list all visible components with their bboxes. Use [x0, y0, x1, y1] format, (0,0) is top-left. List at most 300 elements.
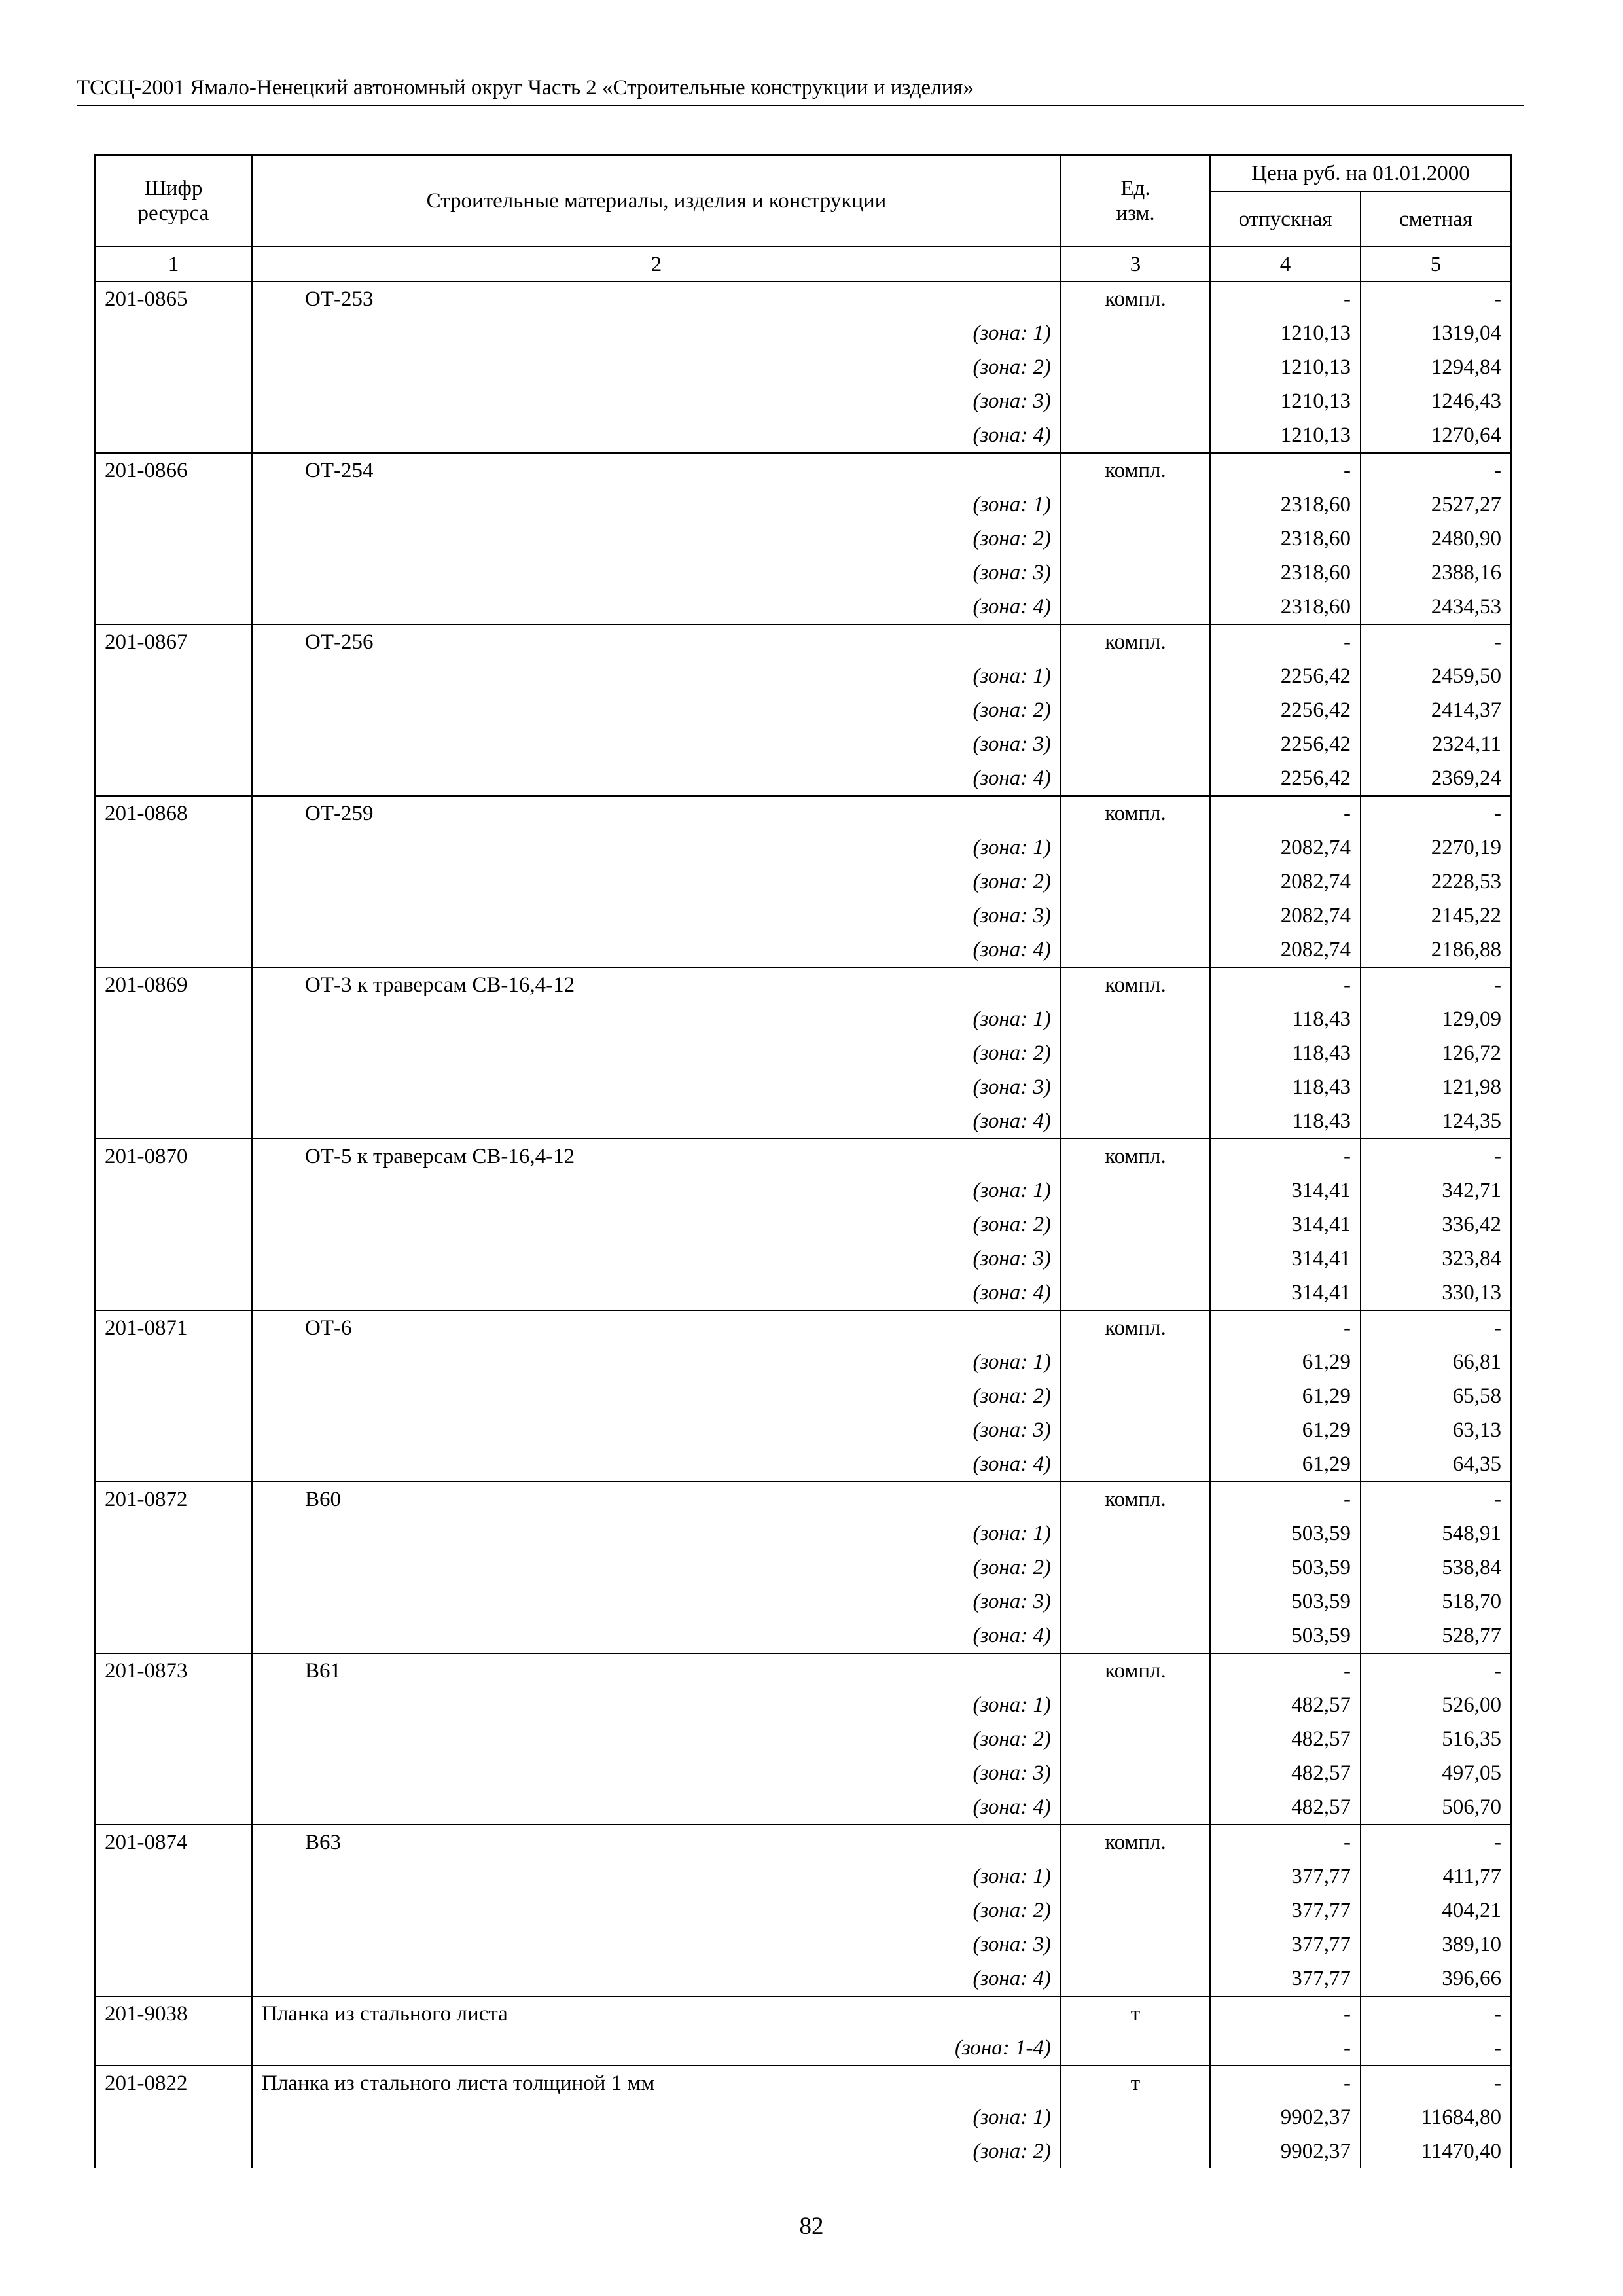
zone-label: (зона: 2) [252, 1036, 1061, 1070]
release-price: 118,43 [1210, 1104, 1361, 1139]
release-price: 377,77 [1210, 1893, 1361, 1928]
zone-label: (зона: 3) [252, 1070, 1061, 1104]
unit-cell-empty [1061, 1722, 1210, 1756]
estimate-price: 336,42 [1361, 1208, 1511, 1242]
zone-label: (зона: 4) [252, 1619, 1061, 1653]
unit-cell-empty [1061, 1379, 1210, 1413]
column-number-5: 5 [1361, 247, 1511, 281]
release-price: 314,41 [1210, 1174, 1361, 1208]
header-name: Строительные материалы, изделия и конструкции [252, 155, 1061, 247]
zone-label: (зона: 2) [252, 350, 1061, 384]
zone-label: (зона: 2) [252, 1551, 1061, 1585]
zone-label: (зона: 4) [252, 1790, 1061, 1825]
release-price: 377,77 [1210, 1928, 1361, 1962]
unit-cell: компл. [1061, 967, 1210, 1002]
zone-row [95, 1585, 1511, 1619]
unit-cell-empty [1061, 1756, 1210, 1790]
estimate-price: - [1361, 967, 1511, 1002]
release-price: 2256,42 [1210, 727, 1361, 761]
unit-cell-empty [1061, 1859, 1210, 1893]
unit-cell-empty [1061, 1036, 1210, 1070]
estimate-price: 2270,19 [1361, 831, 1511, 865]
unit-cell-empty [1061, 316, 1210, 350]
estimate-price: 516,35 [1361, 1722, 1511, 1756]
unit-cell: компл. [1061, 1482, 1210, 1516]
resource-code: 201-0874 [95, 1825, 252, 1859]
resource-code-empty [95, 1208, 252, 1242]
zone-row [95, 522, 1511, 556]
zone-label: (зона: 1) [252, 1516, 1061, 1551]
material-name: ОТ-5 к траверсам СВ-16,4-12 [252, 1139, 1061, 1174]
unit-cell-empty [1061, 1893, 1210, 1928]
release-price: - [1210, 1653, 1361, 1688]
zone-label: (зона: 2) [252, 2134, 1061, 2168]
estimate-price: 1270,64 [1361, 418, 1511, 453]
resource-code-empty [95, 350, 252, 384]
material-name: В60 [252, 1482, 1061, 1516]
unit-cell-empty [1061, 1413, 1210, 1447]
estimate-price: - [1361, 2066, 1511, 2100]
zone-label: (зона: 1) [252, 316, 1061, 350]
estimate-price: - [1361, 1139, 1511, 1174]
release-price: 118,43 [1210, 1002, 1361, 1036]
zone-row [95, 590, 1511, 624]
estimate-price: 1246,43 [1361, 384, 1511, 418]
zone-row [95, 1345, 1511, 1379]
resource-code-empty [95, 693, 252, 727]
zone-label: (зона: 3) [252, 1242, 1061, 1276]
resource-code-empty [95, 831, 252, 865]
release-price: 377,77 [1210, 1859, 1361, 1893]
zone-label: (зона: 1) [252, 1345, 1061, 1379]
release-price: 61,29 [1210, 1379, 1361, 1413]
release-price: - [1210, 796, 1361, 831]
resource-code-empty [95, 1756, 252, 1790]
estimate-price: 330,13 [1361, 1276, 1511, 1310]
estimate-price: 396,66 [1361, 1962, 1511, 1996]
page-header: ТССЦ-2001 Ямало-Ненецкий автономный округ Часть 2 «Строительные конструкции и изделия» [77, 75, 1524, 106]
zone-row [95, 556, 1511, 590]
unit-cell-empty [1061, 1070, 1210, 1104]
unit-cell: компл. [1061, 453, 1210, 488]
resource-code-empty [95, 1516, 252, 1551]
table-row [95, 1482, 1511, 1516]
zone-row [95, 1756, 1511, 1790]
release-price: 503,59 [1210, 1516, 1361, 1551]
estimate-price: 1319,04 [1361, 316, 1511, 350]
release-price: 2082,74 [1210, 899, 1361, 933]
table-row [95, 453, 1511, 488]
unit-cell-empty [1061, 761, 1210, 796]
resource-code-empty [95, 316, 252, 350]
zone-row [95, 659, 1511, 693]
header-unit: Ед. изм. [1061, 155, 1210, 247]
zone-label: (зона: 4) [252, 1104, 1061, 1139]
header-estimate: сметная [1361, 192, 1511, 247]
unit-cell-empty [1061, 1585, 1210, 1619]
estimate-price: 323,84 [1361, 1242, 1511, 1276]
resource-code-empty [95, 384, 252, 418]
unit-cell: компл. [1061, 1653, 1210, 1688]
zone-label: (зона: 2) [252, 522, 1061, 556]
estimate-price: 2434,53 [1361, 590, 1511, 624]
release-price: 2082,74 [1210, 865, 1361, 899]
resource-code-empty [95, 865, 252, 899]
unit-cell: компл. [1061, 281, 1210, 316]
zone-row [95, 831, 1511, 865]
resource-code-empty [95, 1002, 252, 1036]
estimate-price: 124,35 [1361, 1104, 1511, 1139]
resource-code-empty [95, 1551, 252, 1585]
zone-row [95, 1002, 1511, 1036]
zone-label: (зона: 1-4) [252, 2031, 1061, 2066]
release-price: 2082,74 [1210, 933, 1361, 967]
estimate-price: 2145,22 [1361, 899, 1511, 933]
unit-cell-empty [1061, 2031, 1210, 2066]
zone-row [95, 727, 1511, 761]
zone-row [95, 1379, 1511, 1413]
estimate-price: - [1361, 281, 1511, 316]
estimate-price: 526,00 [1361, 1688, 1511, 1722]
estimate-price: 2459,50 [1361, 659, 1511, 693]
column-number-2: 2 [252, 247, 1061, 281]
resource-code: 201-0868 [95, 796, 252, 831]
column-number-1: 1 [95, 247, 252, 281]
resource-code-empty [95, 1859, 252, 1893]
table-header [95, 155, 1511, 281]
resource-code-empty [95, 1242, 252, 1276]
estimate-price: 506,70 [1361, 1790, 1511, 1825]
resource-code: 201-0822 [95, 2066, 252, 2100]
release-price: 118,43 [1210, 1070, 1361, 1104]
zone-row [95, 418, 1511, 453]
release-price: 482,57 [1210, 1790, 1361, 1825]
resource-code: 201-0870 [95, 1139, 252, 1174]
material-name: В61 [252, 1653, 1061, 1688]
release-price: 482,57 [1210, 1756, 1361, 1790]
estimate-price: 2527,27 [1361, 488, 1511, 522]
unit-cell-empty [1061, 727, 1210, 761]
estimate-price: 121,98 [1361, 1070, 1511, 1104]
material-name: В63 [252, 1825, 1061, 1859]
table-row [95, 1653, 1511, 1688]
resource-code-empty [95, 1070, 252, 1104]
resource-code-empty [95, 2134, 252, 2168]
zone-row [95, 1104, 1511, 1139]
estimate-price: 126,72 [1361, 1036, 1511, 1070]
header-release: отпускная [1210, 192, 1361, 247]
zone-row [95, 865, 1511, 899]
zone-label: (зона: 1) [252, 488, 1061, 522]
zone-row [95, 693, 1511, 727]
resource-code: 201-0865 [95, 281, 252, 316]
resource-code-empty [95, 1413, 252, 1447]
resource-code-empty [95, 933, 252, 967]
zone-label: (зона: 4) [252, 1447, 1061, 1482]
zone-label: (зона: 4) [252, 1962, 1061, 1996]
zone-label: (зона: 4) [252, 418, 1061, 453]
zone-label: (зона: 4) [252, 590, 1061, 624]
estimate-price: - [1361, 796, 1511, 831]
zone-label: (зона: 3) [252, 1413, 1061, 1447]
resource-code-empty [95, 1893, 252, 1928]
page-number: 82 [799, 2213, 824, 2240]
release-price: - [1210, 624, 1361, 659]
resource-code-empty [95, 488, 252, 522]
table-row [95, 2066, 1511, 2100]
estimate-price: 404,21 [1361, 1893, 1511, 1928]
estimate-price: - [1361, 1996, 1511, 2031]
resource-code-empty [95, 1447, 252, 1482]
unit-cell-empty [1061, 693, 1210, 727]
estimate-price: - [1361, 1825, 1511, 1859]
zone-label: (зона: 2) [252, 865, 1061, 899]
release-price: - [1210, 281, 1361, 316]
header-code: Шифр ресурса [95, 155, 252, 247]
estimate-price: 2324,11 [1361, 727, 1511, 761]
release-price: - [1210, 2031, 1361, 2066]
estimate-price: 11684,80 [1361, 2100, 1511, 2134]
unit-cell-empty [1061, 933, 1210, 967]
resource-code: 201-0871 [95, 1310, 252, 1345]
zone-row [95, 1962, 1511, 1996]
zone-label: (зона: 4) [252, 1276, 1061, 1310]
zone-row [95, 933, 1511, 967]
release-price: 2256,42 [1210, 761, 1361, 796]
estimate-price: 2186,88 [1361, 933, 1511, 967]
unit-cell-empty [1061, 1242, 1210, 1276]
zone-row [95, 488, 1511, 522]
table-row [95, 1996, 1511, 2031]
unit-cell-empty [1061, 1962, 1210, 1996]
material-name: ОТ-254 [252, 453, 1061, 488]
resource-code-empty [95, 1928, 252, 1962]
resource-code-empty [95, 1379, 252, 1413]
zone-label: (зона: 1) [252, 2100, 1061, 2134]
unit-cell-empty [1061, 1928, 1210, 1962]
table-row [95, 1139, 1511, 1174]
resource-code-empty [95, 659, 252, 693]
unit-cell-empty [1061, 590, 1210, 624]
material-name: Планка из стального листа [252, 1996, 1061, 2031]
zone-label: (зона: 2) [252, 1208, 1061, 1242]
release-price: 482,57 [1210, 1722, 1361, 1756]
table-row [95, 624, 1511, 659]
zone-row [95, 2100, 1511, 2134]
unit-cell-empty [1061, 384, 1210, 418]
unit-cell-empty [1061, 1104, 1210, 1139]
estimate-price: 129,09 [1361, 1002, 1511, 1036]
resource-code: 201-0869 [95, 967, 252, 1002]
unit-cell: т [1061, 1996, 1210, 2031]
estimate-price: - [1361, 1482, 1511, 1516]
resource-code-empty [95, 590, 252, 624]
unit-cell-empty [1061, 556, 1210, 590]
estimate-price: 389,10 [1361, 1928, 1511, 1962]
unit-cell-empty [1061, 1208, 1210, 1242]
resource-code-empty [95, 418, 252, 453]
material-name: ОТ-253 [252, 281, 1061, 316]
unit-cell-empty [1061, 522, 1210, 556]
zone-row [95, 1036, 1511, 1070]
estimate-price: 2480,90 [1361, 522, 1511, 556]
zone-label: (зона: 1) [252, 1859, 1061, 1893]
zone-row [95, 2134, 1511, 2168]
unit-cell: т [1061, 2066, 1210, 2100]
estimate-price: - [1361, 1310, 1511, 1345]
release-price: 61,29 [1210, 1413, 1361, 1447]
unit-cell-empty [1061, 2100, 1210, 2134]
zone-label: (зона: 2) [252, 1893, 1061, 1928]
release-price: 314,41 [1210, 1242, 1361, 1276]
estimate-price: 2388,16 [1361, 556, 1511, 590]
estimate-price: 2228,53 [1361, 865, 1511, 899]
resource-code-empty [95, 1345, 252, 1379]
zone-row [95, 1722, 1511, 1756]
zone-row [95, 1276, 1511, 1310]
unit-cell: компл. [1061, 1310, 1210, 1345]
unit-cell-empty [1061, 1551, 1210, 1585]
estimate-price: 411,77 [1361, 1859, 1511, 1893]
table-row [95, 1825, 1511, 1859]
resource-code: 201-9038 [95, 1996, 252, 2031]
zone-label: (зона: 2) [252, 1722, 1061, 1756]
estimate-price: 518,70 [1361, 1585, 1511, 1619]
zone-label: (зона: 4) [252, 933, 1061, 967]
zone-label: (зона: 4) [252, 761, 1061, 796]
zone-row [95, 1551, 1511, 1585]
resource-code-empty [95, 1962, 252, 1996]
zone-row [95, 1893, 1511, 1928]
zone-label: (зона: 3) [252, 727, 1061, 761]
zone-row [95, 1242, 1511, 1276]
zone-row [95, 1859, 1511, 1893]
resource-code-empty [95, 899, 252, 933]
resource-code-empty [95, 727, 252, 761]
table-body [95, 281, 1511, 2168]
zone-row [95, 1208, 1511, 1242]
release-price: 503,59 [1210, 1585, 1361, 1619]
zone-label: (зона: 3) [252, 384, 1061, 418]
resource-code-empty [95, 1688, 252, 1722]
material-name: ОТ-259 [252, 796, 1061, 831]
estimate-price: 11470,40 [1361, 2134, 1511, 2168]
release-price: - [1210, 967, 1361, 1002]
zone-row [95, 1174, 1511, 1208]
unit-cell-empty [1061, 1447, 1210, 1482]
release-price: - [1210, 1139, 1361, 1174]
resource-code-empty [95, 1276, 252, 1310]
release-price: 1210,13 [1210, 350, 1361, 384]
release-price: 2256,42 [1210, 693, 1361, 727]
release-price: 2082,74 [1210, 831, 1361, 865]
column-number-3: 3 [1061, 247, 1210, 281]
unit-cell-empty [1061, 831, 1210, 865]
estimate-price: 342,71 [1361, 1174, 1511, 1208]
release-price: 61,29 [1210, 1447, 1361, 1482]
unit-cell-empty [1061, 1174, 1210, 1208]
release-price: - [1210, 2066, 1361, 2100]
zone-row [95, 384, 1511, 418]
zone-row [95, 1516, 1511, 1551]
estimate-price: 66,81 [1361, 1345, 1511, 1379]
release-price: 2256,42 [1210, 659, 1361, 693]
zone-row [95, 350, 1511, 384]
resource-code-empty [95, 1104, 252, 1139]
release-price: 503,59 [1210, 1551, 1361, 1585]
release-price: 482,57 [1210, 1688, 1361, 1722]
zone-row [95, 1070, 1511, 1104]
estimate-price: 1294,84 [1361, 350, 1511, 384]
release-price: - [1210, 1825, 1361, 1859]
estimate-price: 548,91 [1361, 1516, 1511, 1551]
zone-label: (зона: 1) [252, 1002, 1061, 1036]
zone-label: (зона: 1) [252, 831, 1061, 865]
release-price: - [1210, 1310, 1361, 1345]
release-price: 1210,13 [1210, 418, 1361, 453]
unit-cell-empty [1061, 659, 1210, 693]
material-name: ОТ-3 к траверсам СВ-16,4-12 [252, 967, 1061, 1002]
zone-row [95, 1447, 1511, 1482]
release-price: - [1210, 1482, 1361, 1516]
resource-code: 201-0866 [95, 453, 252, 488]
zone-label: (зона: 3) [252, 556, 1061, 590]
resource-code-empty [95, 1174, 252, 1208]
unit-cell-empty [1061, 1619, 1210, 1653]
unit-cell-empty [1061, 1276, 1210, 1310]
zone-row [95, 1790, 1511, 1825]
zone-row [95, 316, 1511, 350]
zone-label: (зона: 2) [252, 693, 1061, 727]
release-price: - [1210, 453, 1361, 488]
zone-row [95, 1928, 1511, 1962]
estimate-price: - [1361, 1653, 1511, 1688]
unit-cell: компл. [1061, 1139, 1210, 1174]
estimate-price: - [1361, 2031, 1511, 2066]
estimate-price: 63,13 [1361, 1413, 1511, 1447]
unit-cell-empty [1061, 350, 1210, 384]
resource-code-empty [95, 1722, 252, 1756]
estimate-price: 65,58 [1361, 1379, 1511, 1413]
table-row [95, 1310, 1511, 1345]
resource-code-empty [95, 761, 252, 796]
release-price: 61,29 [1210, 1345, 1361, 1379]
estimate-price: 497,05 [1361, 1756, 1511, 1790]
release-price: - [1210, 1996, 1361, 2031]
unit-cell-empty [1061, 2134, 1210, 2168]
table-row [95, 967, 1511, 1002]
resource-code-empty [95, 522, 252, 556]
release-price: 9902,37 [1210, 2134, 1361, 2168]
release-price: 2318,60 [1210, 522, 1361, 556]
zone-label: (зона: 1) [252, 1174, 1061, 1208]
resource-code-empty [95, 1619, 252, 1653]
zone-row [95, 761, 1511, 796]
release-price: 503,59 [1210, 1619, 1361, 1653]
zone-row [95, 1688, 1511, 1722]
zone-row [95, 2031, 1511, 2066]
unit-cell-empty [1061, 418, 1210, 453]
unit-cell: компл. [1061, 796, 1210, 831]
unit-cell-empty [1061, 865, 1210, 899]
unit-cell-empty [1061, 1688, 1210, 1722]
zone-row [95, 1619, 1511, 1653]
material-name: ОТ-256 [252, 624, 1061, 659]
column-number-4: 4 [1210, 247, 1361, 281]
unit-cell-empty [1061, 1790, 1210, 1825]
release-price: 1210,13 [1210, 384, 1361, 418]
unit-cell-empty [1061, 488, 1210, 522]
